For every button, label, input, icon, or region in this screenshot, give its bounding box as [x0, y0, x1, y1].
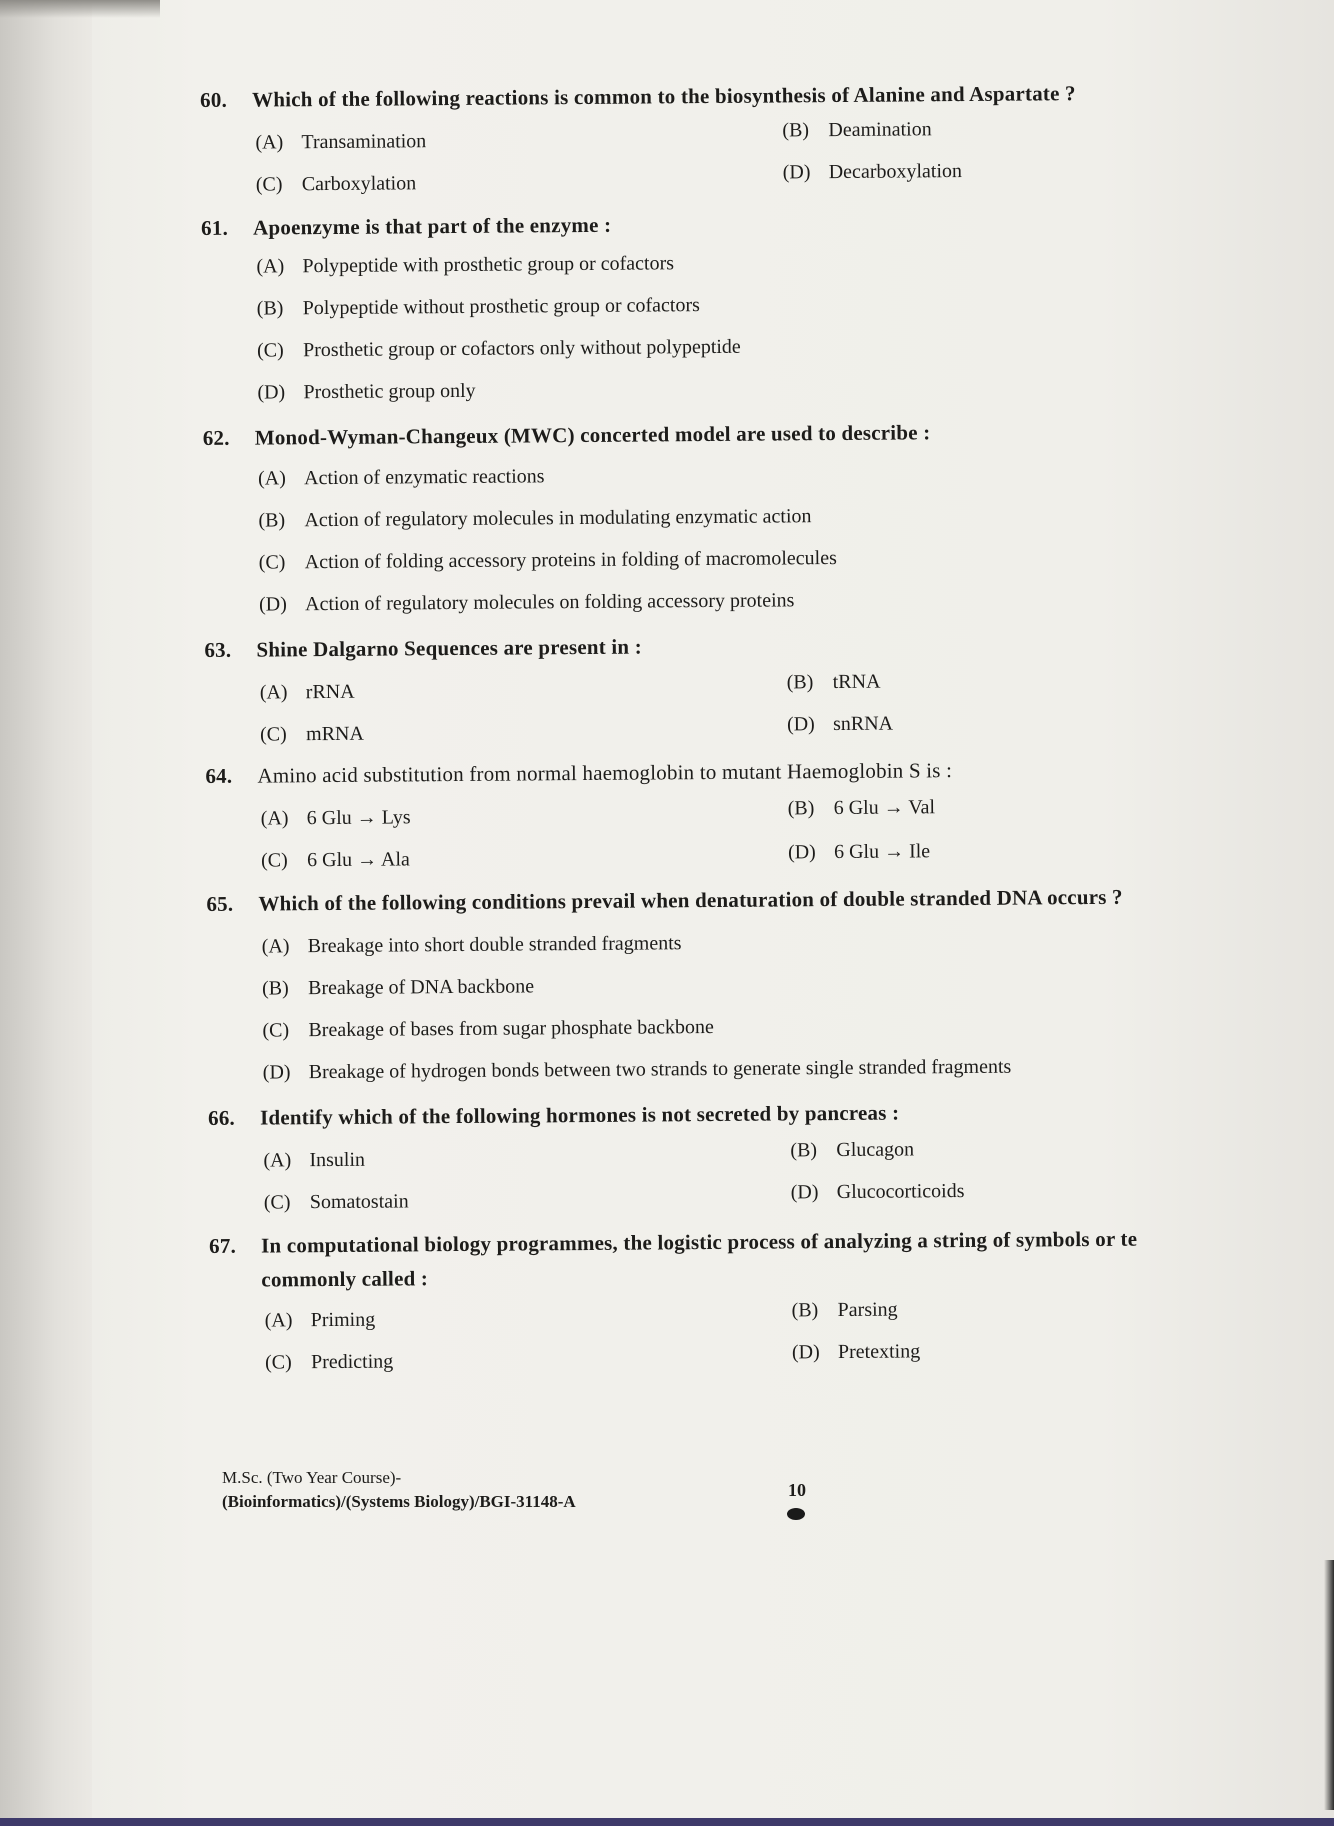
option-a: [261, 804, 411, 831]
option-text: Prosthetic group or cofactors only without polypeptide: [302, 335, 741, 362]
option-c: [259, 541, 1334, 575]
option-b: [257, 287, 1334, 321]
option-label: (A): [261, 935, 290, 958]
option-text: rRNA: [305, 680, 355, 704]
option-text: Polypeptide without prosthetic group or cofactors: [302, 294, 700, 320]
question-number: 65.: [206, 891, 234, 916]
option-b: [258, 499, 1334, 533]
option-text: Breakage of hydrogen bonds between two strands to generate single stranded fragments: [308, 1055, 1012, 1084]
question-62: [203, 415, 1334, 636]
question-number: 64.: [205, 763, 233, 788]
option-label: (C): [258, 551, 286, 574]
option-label: (A): [263, 1149, 292, 1172]
option-text: Breakage into short double stranded fragments: [307, 932, 682, 958]
option-d: [792, 1338, 920, 1365]
option-c: [261, 846, 410, 873]
question-number: 66.: [208, 1105, 236, 1130]
option-text: Action of folding accessory proteins in folding of macromolecules: [304, 547, 837, 574]
option-label: (B): [787, 797, 815, 820]
option-label: (A): [255, 131, 284, 154]
option-label: (D): [787, 841, 816, 864]
option-label: (B): [782, 119, 810, 142]
option-text: tRNA: [832, 670, 881, 694]
option-label: (B): [258, 509, 286, 532]
option-d: [787, 711, 893, 738]
option-c: [265, 1349, 393, 1376]
question-67: [209, 1223, 1334, 1382]
option-text: Parsing: [837, 1298, 898, 1322]
question-64: [205, 753, 1334, 890]
option-c: [257, 329, 1334, 363]
ink-blot: [787, 1508, 805, 1520]
option-a: [258, 457, 1334, 491]
option-text: Insulin: [309, 1148, 366, 1172]
option-d: [259, 583, 1334, 617]
option-text: Predicting: [310, 1350, 394, 1374]
option-b: [262, 967, 1334, 1001]
option-label: (D): [791, 1341, 820, 1364]
options-grid: [260, 781, 1334, 872]
question-number: 61.: [201, 215, 229, 240]
option-text: Decarboxylation: [828, 160, 963, 184]
question-text: Apoenzyme is that part of the enzyme :: [253, 212, 612, 240]
option-text: 6 Glu → Val: [833, 796, 936, 820]
scan-left-margin: [0, 0, 92, 1826]
page-number: 10: [788, 1480, 806, 1500]
question-text: Identify which of the following hormones is not secreted by pancreas :: [260, 1100, 900, 1130]
option-label: (B): [262, 977, 289, 1000]
option-label: (D): [262, 1061, 291, 1084]
question-61: [201, 205, 1334, 424]
option-c: [256, 170, 417, 197]
option-label: (B): [790, 1139, 818, 1162]
option-text: Somatostain: [309, 1190, 409, 1214]
option-text: 6 Glu → Ile: [833, 840, 931, 864]
options-grid: [264, 1285, 1334, 1374]
options-list: [262, 925, 1334, 1085]
scan-right-edge: [1324, 1560, 1334, 1810]
question-list: [200, 77, 1334, 1382]
option-label: (B): [256, 297, 284, 320]
option-d: [257, 371, 1334, 405]
option-text: Pretexting: [837, 1340, 921, 1364]
options-grid: [255, 105, 1334, 196]
option-label: (A): [264, 1309, 293, 1332]
question-number: 67.: [209, 1233, 237, 1258]
option-label: (A): [260, 807, 289, 830]
option-b: [788, 794, 936, 821]
page-footer: [222, 1466, 576, 1514]
option-text: Glucocorticoids: [836, 1180, 965, 1204]
question-text: Amino acid substitution from normal haemoglobin to mutant Haemoglobin S is :: [257, 758, 953, 788]
options-grid: [259, 655, 1334, 746]
option-label: (C): [262, 1019, 290, 1042]
option-label: (C): [260, 723, 287, 746]
option-text: 6 Glu → Lys: [306, 806, 411, 830]
option-b: [782, 116, 932, 143]
question-text: Monod-Wyman-Changeux (MWC) concerted model are used to describe :: [254, 420, 931, 450]
option-b: [790, 1136, 914, 1163]
option-a: [265, 1307, 376, 1334]
question-65: [206, 881, 1334, 1104]
option-label: (C): [264, 1351, 292, 1374]
option-label: (A): [257, 467, 286, 490]
question-text: Which of the following conditions prevail when denaturation of double stranded DNA occurs ?: [258, 884, 1123, 916]
option-label: (B): [786, 671, 814, 694]
option-label: (D): [258, 593, 287, 616]
option-label: (D): [790, 1181, 819, 1204]
option-text: Polypeptide with prosthetic group or cofactors: [302, 252, 675, 278]
option-d: [791, 1178, 965, 1205]
scan-corner-shadow: [0, 0, 160, 18]
question-63: [204, 627, 1334, 762]
option-a: [256, 245, 1334, 279]
option-label: (D): [257, 381, 286, 404]
question-66: [208, 1095, 1334, 1232]
question-60: [200, 77, 1334, 214]
question-number: 60.: [200, 87, 228, 112]
options-grid: [263, 1123, 1334, 1214]
question-number: 63.: [204, 637, 232, 662]
option-text: Prosthetic group only: [303, 379, 476, 404]
question-text: In computational biology programmes, the logistic process of analyzing a string of symbols or te: [261, 1226, 1138, 1258]
option-label: (C): [263, 1191, 291, 1214]
option-label: (C): [260, 849, 288, 872]
question-text: Shine Dalgarno Sequences are present in :: [256, 634, 642, 662]
question-text-line2: commonly called :: [261, 1266, 429, 1292]
option-text: Transamination: [301, 130, 427, 154]
option-a: [260, 679, 355, 706]
option-c: [264, 1188, 409, 1215]
question-number: 62.: [202, 425, 230, 450]
option-text: Deamination: [828, 118, 932, 142]
option-text: Glucagon: [836, 1138, 915, 1162]
option-label: (C): [256, 339, 284, 362]
option-text: Action of regulatory molecules in modulating enzymatic action: [304, 505, 812, 532]
options-list: [256, 245, 1334, 405]
option-b: [787, 669, 881, 696]
option-a: [262, 925, 1334, 959]
option-text: 6 Glu → Ala: [306, 848, 410, 872]
option-a: [255, 128, 426, 155]
option-text: Breakage of DNA backbone: [308, 975, 535, 1000]
option-d: [788, 838, 930, 865]
option-d: [263, 1051, 1334, 1085]
footer-paper-code: (Bioinformatics)/(Systems Biology)/BGI-31148-A: [222, 1492, 576, 1511]
options-list: [258, 457, 1334, 617]
scan-bottom-band: [0, 1818, 1334, 1826]
option-label: (A): [256, 255, 285, 278]
option-b: [792, 1297, 898, 1324]
option-d: [783, 158, 962, 185]
option-label: (B): [791, 1299, 819, 1322]
option-text: Priming: [310, 1308, 376, 1332]
footer-course: M.Sc. (Two Year Course)-: [222, 1468, 402, 1487]
option-text: Carboxylation: [301, 172, 417, 196]
option-text: Action of enzymatic reactions: [303, 465, 545, 490]
option-label: (D): [786, 713, 815, 736]
option-a: [263, 1147, 365, 1174]
option-text: Breakage of bases from sugar phosphate backbone: [308, 1015, 714, 1042]
option-text: Action of regulatory molecules on folding accessory proteins: [304, 589, 795, 616]
option-c: [262, 1009, 1334, 1043]
option-label: (D): [782, 161, 811, 184]
option-text: mRNA: [306, 722, 364, 746]
option-label: (C): [255, 173, 283, 196]
option-label: (A): [259, 681, 288, 704]
question-text: Which of the following reactions is common to the biosynthesis of Alanine and Aspartate ?: [252, 81, 1076, 112]
option-text: snRNA: [832, 712, 894, 736]
option-c: [260, 721, 364, 748]
